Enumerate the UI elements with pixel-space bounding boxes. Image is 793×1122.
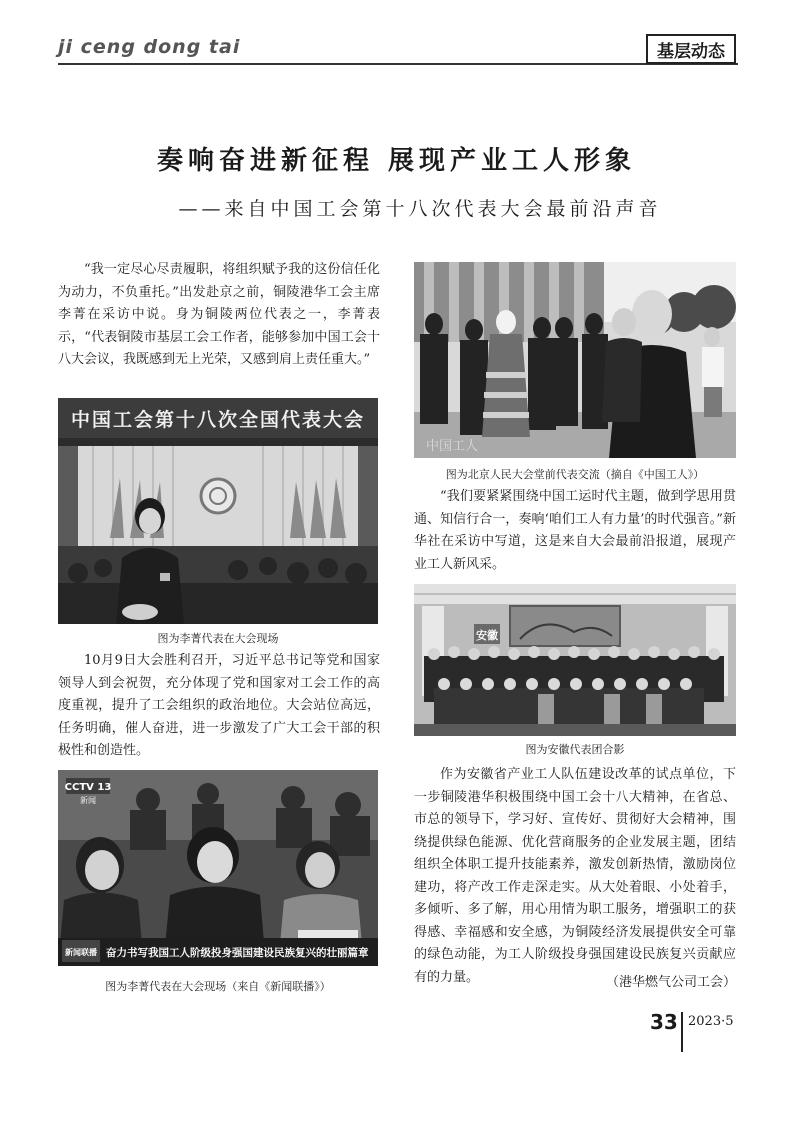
photo-anhui-delegation	[414, 584, 736, 736]
caption-photo-1: 图为李菁代表在大会现场	[157, 632, 279, 645]
paragraph-3: “我们要紧紧围绕中国工运时代主题，做到学思用贯通、知信行合一，奏响‘咱们工人有力量’的时代强音。”新华社在采访中写道，这是来自大会最前沿报道，展现产业工人新风采。	[414, 489, 736, 572]
photo-congress-hall	[58, 398, 378, 624]
footer-divider	[681, 1012, 683, 1052]
caption-photo-2: 图为北京人民大会堂前代表交流（摘自《中国工人》）	[445, 468, 705, 481]
article-title: 奏响奋进新征程 展现产业工人形象	[156, 146, 637, 176]
paragraph-4: 作为安徽省产业工人队伍建设改革的试点单位，下一步铜陵港华积极围绕中国工会十八大精神，在省总、市总的领导下，学习好、宣传好、贯彻好大会精神，围绕提供绿色能源、优化营商服务的企业发展主题，团结组织全体职工提升技能素养，激发创新热情，激励岗位建功，将产改工作走深走实。从大处着眼、小处着手，多倾听、多了解，用心用情为职工服务，增强职工的获得感、幸福感和安全感，为铜陵经济发展提供安全可靠的绿色动能，为工人阶级投身强国建设民族复兴贡献应有的力量。	[414, 767, 736, 985]
caption-photo-3: 图为安徽代表团合影	[525, 743, 625, 756]
article-author: （港华燃气公司工会）	[605, 975, 736, 990]
article-subtitle: ——来自中国工会第十八次代表大会最前沿声音	[178, 198, 662, 220]
paragraph-1: “我一定尽心尽责履职，将组织赋予我的这份信任化为动力，不负重托。”出发赴京之前，铜陵港华工会主席李菁在采访中说。身为铜陵两位代表之一，李菁表示，“代表铜陵市基层工会工作者，能够参加中国工会十八大会议，我既感到无上光荣，又感到肩上责任重大。”	[58, 262, 380, 367]
issue-number: 2023·5	[688, 1014, 734, 1029]
tv-channel-logo: CCTV 13	[64, 782, 112, 793]
union-emblem-icon	[201, 479, 235, 513]
tv-program-name: 新闻联播	[65, 948, 97, 957]
caption-photo-4: 图为李菁代表在大会现场（来自《新闻联播》）	[105, 980, 331, 993]
tv-channel-sub: 新闻	[80, 796, 96, 805]
paragraph-2: 10月9日大会胜利召开，习近平总书记等党和国家领导人到会祝贺，充分体现了党和国家对工会工作的高度重视，提升了工会组织的政治地位。大会站位高远，任务明确，催人奋进，进一步激发了广大工会干部的积极性和创造性。	[58, 653, 380, 758]
photo-great-hall	[414, 262, 736, 458]
hall-banner: 中国工会第十八次全国代表大会	[70, 409, 366, 431]
photo-watermark: 中国工人	[426, 439, 479, 454]
photo-cctv-news	[58, 770, 378, 966]
tv-ticker: 奋力书写我国工人阶级投身强国建设民族复兴的壮丽篇章	[106, 947, 369, 959]
page-number: 33	[650, 1010, 678, 1034]
header-rule	[58, 63, 738, 65]
section-pinyin: ji ceng dong tai	[58, 36, 241, 58]
section-label: 基层动态	[646, 34, 736, 64]
delegation-sign: 安徽	[476, 629, 498, 642]
